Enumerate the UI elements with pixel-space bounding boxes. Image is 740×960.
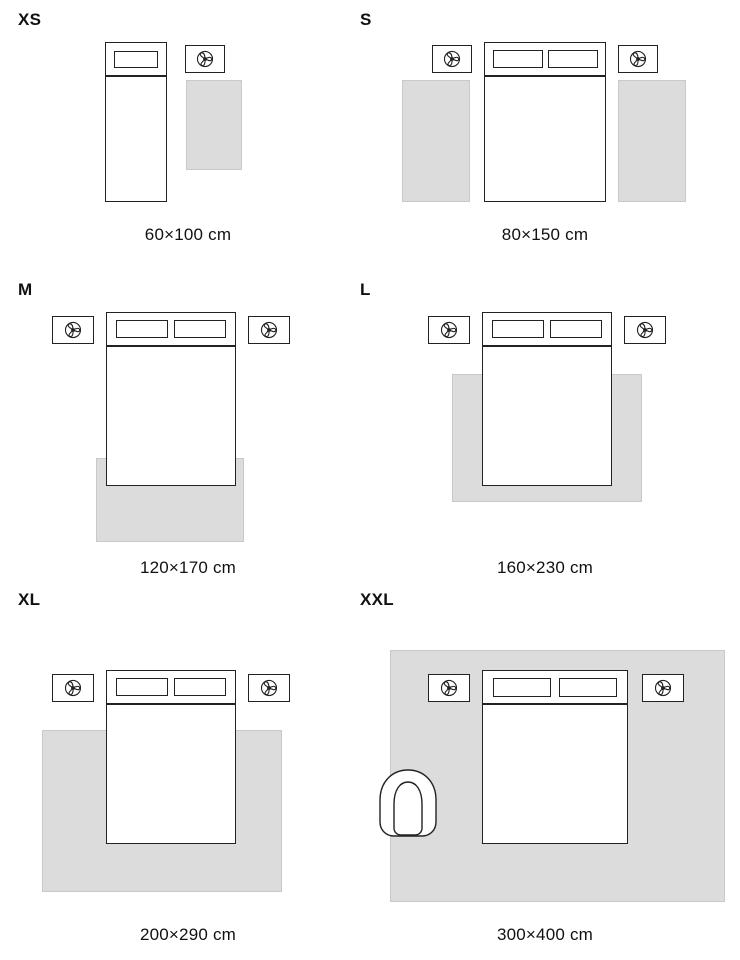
lamp-icon [652, 677, 674, 699]
lamp-icon [62, 677, 84, 699]
size-label-xl: XL [18, 590, 41, 609]
diagram-xl [18, 650, 358, 910]
size-cell-xxl [360, 590, 730, 950]
lamp-icon [194, 48, 216, 70]
nightstand-m-left [52, 316, 94, 344]
bed-m [106, 346, 236, 486]
pillow-xl-right [174, 678, 226, 696]
pillow-l-right [550, 320, 602, 338]
lamp-icon [438, 677, 460, 699]
rug-s-left [402, 80, 470, 202]
lamp-icon [258, 677, 280, 699]
bed-s [484, 76, 606, 202]
bed-xl [106, 704, 236, 844]
nightstand-s-right [618, 45, 658, 73]
size-cell-m [18, 280, 358, 580]
diagram-s [360, 28, 730, 208]
size-cell-l [360, 280, 730, 580]
caption-xs: 60×100 cm [144, 225, 232, 244]
armchair-xxl [366, 758, 456, 848]
pillow-m-left [116, 320, 168, 338]
nightstand-xs-right [185, 45, 225, 73]
nightstand-m-right [248, 316, 290, 344]
size-label-l: L [360, 280, 371, 299]
nightstand-xl-left [52, 674, 94, 702]
nightstand-l-left [428, 316, 470, 344]
diagram-xxl [360, 650, 730, 910]
size-label-xxl: XXL [360, 590, 394, 609]
pillow-xl-left [116, 678, 168, 696]
bed-xxl [482, 704, 628, 844]
size-label-m: M [18, 280, 33, 299]
pillow-s-left [493, 50, 543, 68]
size-cell-xs [18, 10, 358, 260]
lamp-icon [258, 319, 280, 341]
lamp-icon [634, 319, 656, 341]
caption-xxl: 300×400 cm [496, 925, 594, 944]
size-cell-xl [18, 590, 358, 950]
lamp-icon [438, 319, 460, 341]
nightstand-xxl-left [428, 674, 470, 702]
nightstand-l-right [624, 316, 666, 344]
bed-xs [105, 76, 167, 202]
nightstand-s-left [432, 45, 472, 73]
lamp-icon [441, 48, 463, 70]
pillow-m-right [174, 320, 226, 338]
lamp-icon [627, 48, 649, 70]
diagram-xs [18, 28, 358, 208]
rug-s-right [618, 80, 686, 202]
pillow-s-right [548, 50, 598, 68]
bed-l [482, 346, 612, 486]
caption-s: 80×150 cm [501, 225, 589, 244]
size-label-xs: XS [18, 10, 42, 29]
nightstand-xxl-right [642, 674, 684, 702]
rug-xs [186, 80, 242, 170]
size-label-s: S [360, 10, 372, 29]
caption-m: 120×170 cm [139, 558, 237, 577]
diagram-l [360, 302, 730, 552]
diagram-m [18, 302, 358, 552]
size-cell-s [360, 10, 730, 260]
pillow-xxl-left [493, 678, 551, 697]
caption-l: 160×230 cm [496, 558, 594, 577]
pillow-xxl-right [559, 678, 617, 697]
nightstand-xl-right [248, 674, 290, 702]
pillow-l-left [492, 320, 544, 338]
lamp-icon [62, 319, 84, 341]
caption-xl: 200×290 cm [139, 925, 237, 944]
pillow-xs [114, 51, 158, 68]
